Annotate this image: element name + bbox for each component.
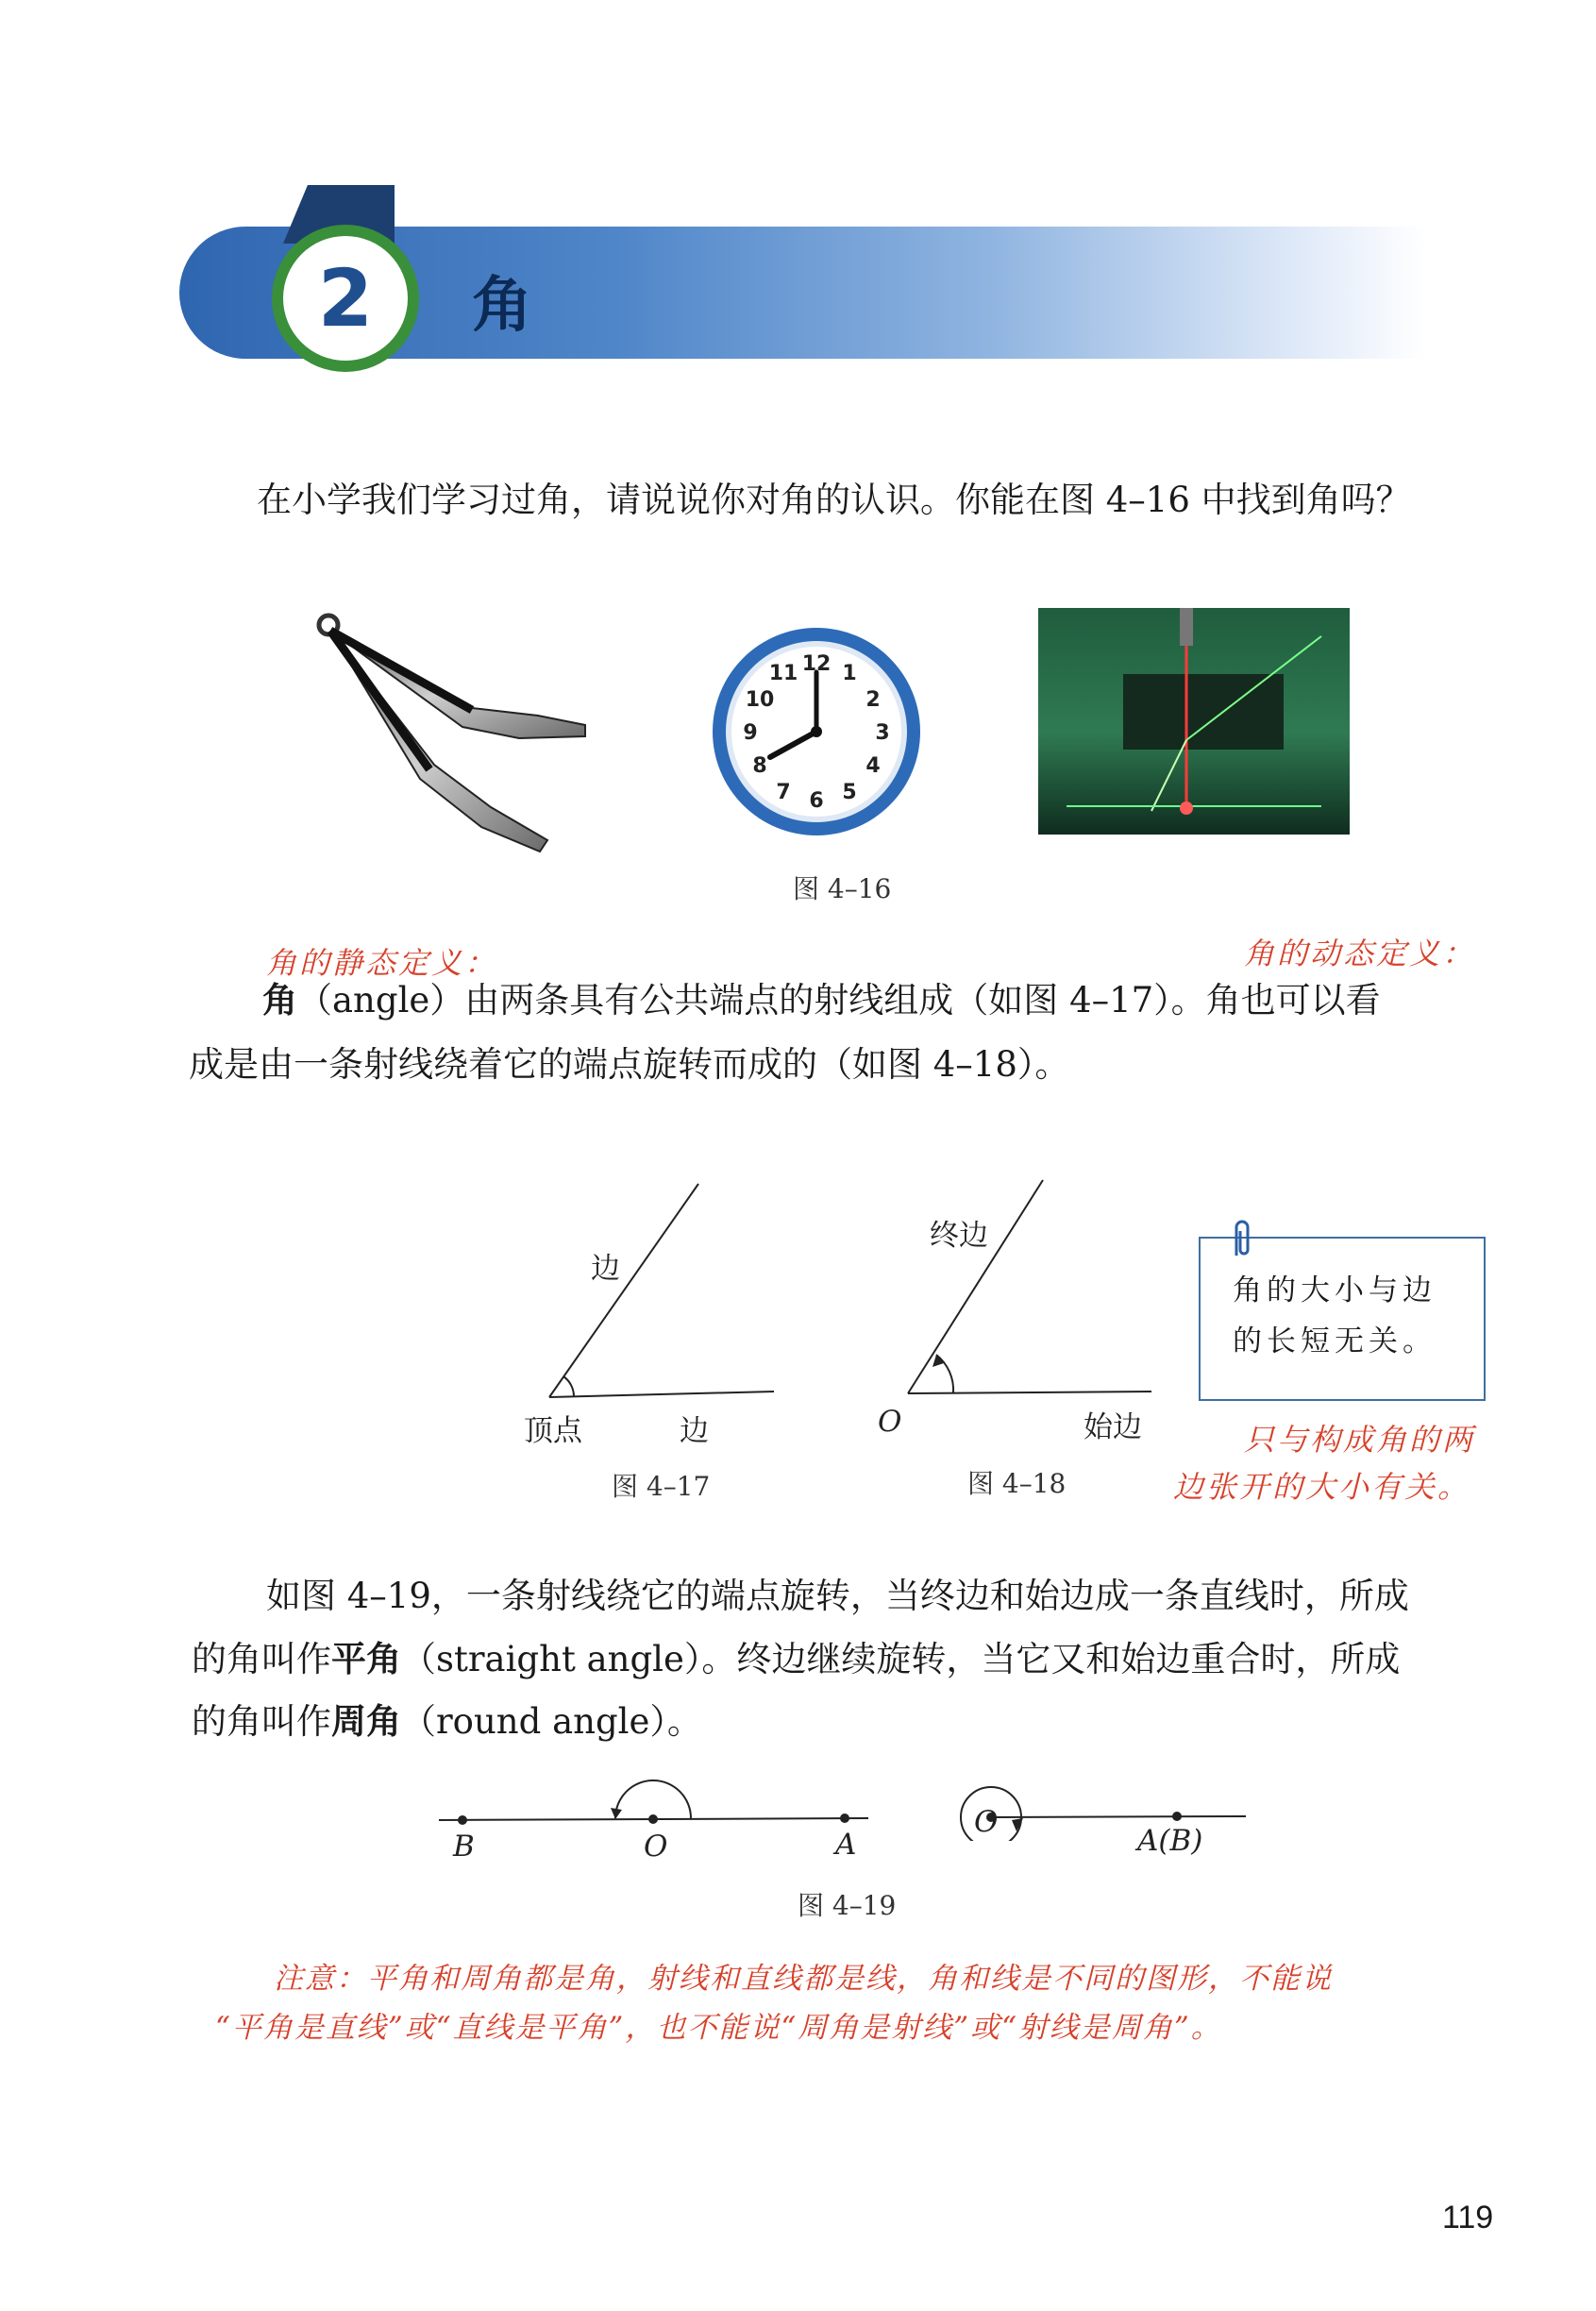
definition-line-1-text: （angle）由两条具有公共端点的射线组成（如图 4–17）。角也可以看 xyxy=(297,980,1381,1021)
attention-line-2: “平角是直线”或“直线是平角”，也不能说“周角是射线”或“射线是周角”。 xyxy=(215,2011,1222,2045)
tip-text xyxy=(1233,1265,1436,1367)
figure-4-16-caption: 图 4–16 xyxy=(793,873,892,904)
figure-4-17-caption: 图 4–17 xyxy=(612,1471,711,1502)
point-B xyxy=(458,1815,467,1825)
figure-4-19-round-point: A(B) xyxy=(1137,1824,1203,1858)
paragraph2-line-3 xyxy=(192,1688,702,1756)
section-number: 2 xyxy=(283,236,408,361)
dynamic-definition-note: 角的动态定义： xyxy=(1244,936,1476,971)
clock-number: 7 xyxy=(776,781,791,804)
clock-number: 1 xyxy=(842,662,857,685)
figure-4-19-caption: 图 4–19 xyxy=(798,1890,897,1921)
figure-4-19-label-A: A xyxy=(835,1828,857,1862)
figure-4-19-label-B: B xyxy=(453,1830,475,1864)
term-angle: 角 xyxy=(262,980,297,1021)
attention-line-1: 注意：平角和周角都是角，射线和直线都是线，角和线是不同的图形，不能说 xyxy=(274,1962,1333,1996)
figure-4-19-round-origin: O xyxy=(974,1805,999,1839)
point-O xyxy=(648,1814,658,1824)
static-definition-note: 角的静态定义： xyxy=(266,945,498,981)
side-note-line-1: 只与构成角的两 xyxy=(1244,1422,1476,1458)
figure-4-17-vertex: 顶点 xyxy=(524,1414,582,1448)
figure-4-18-angle xyxy=(887,1171,1161,1407)
figure-4-18-origin: O xyxy=(878,1405,902,1439)
paragraph2-line-2-pre: 的角叫作 xyxy=(192,1639,331,1679)
clock-number: 11 xyxy=(768,662,798,685)
term-straight-angle: 平角 xyxy=(331,1639,401,1679)
figure-4-18-terminal-side: 终边 xyxy=(930,1219,988,1253)
clock-icon xyxy=(708,623,925,840)
paragraph2-line-3-pre: 的角叫作 xyxy=(192,1701,331,1742)
clock-number: 4 xyxy=(865,754,881,778)
clock-number: 8 xyxy=(752,754,767,778)
term-round-angle: 周角 xyxy=(331,1701,401,1742)
paperclip-icon xyxy=(1227,1218,1255,1263)
definition-line-1 xyxy=(262,967,1381,1035)
tip-line-2: 的长短无关。 xyxy=(1233,1324,1436,1358)
intro-text: 在小学我们学习过角，请说说你对角的认识。你能在图 4–16 中找到角吗？ xyxy=(257,480,1411,520)
figure-4-17-side-lower: 边 xyxy=(680,1414,709,1448)
figure-4-18-caption: 图 4–18 xyxy=(967,1468,1067,1499)
clock-number: 2 xyxy=(865,688,881,712)
point-A xyxy=(840,1813,849,1823)
clock-number: 10 xyxy=(745,688,775,712)
figure-4-19-label-O: O xyxy=(644,1830,668,1864)
definition-line-2: 成是由一条射线绕着它的端点旋转而成的（如图 4–18）。 xyxy=(189,1044,1070,1085)
page-number: 119 xyxy=(1442,2200,1494,2235)
figure-4-17-side-upper: 边 xyxy=(591,1252,620,1286)
paragraph2-line-2 xyxy=(192,1626,1400,1694)
point-AB xyxy=(1172,1812,1182,1821)
paragraph2-line-3-post: （round angle）。 xyxy=(401,1701,702,1742)
figure-4-17-angle xyxy=(529,1171,783,1407)
tongs-icon xyxy=(302,604,613,869)
clock-number: 9 xyxy=(743,721,758,745)
figure-4-18-initial-side: 始边 xyxy=(1084,1410,1142,1444)
clock-number: 6 xyxy=(809,789,824,813)
clock-number: 3 xyxy=(875,721,890,745)
clock-number: 5 xyxy=(842,781,857,804)
paragraph2-line-2-post: （straight angle）。终边继续旋转，当它又和始边重合时，所成 xyxy=(401,1639,1401,1679)
clock-number: 12 xyxy=(801,652,832,676)
paragraph2-line-1: 如图 4–19，一条射线绕它的端点旋转，当终边和始边成一条直线时，所成 xyxy=(266,1576,1409,1616)
section-title: 角 xyxy=(472,271,532,341)
tip-line-1: 角的大小与边 xyxy=(1233,1274,1436,1307)
light-refraction-photo xyxy=(1038,608,1350,835)
side-note-line-2: 边张开的大小有关。 xyxy=(1173,1469,1471,1505)
